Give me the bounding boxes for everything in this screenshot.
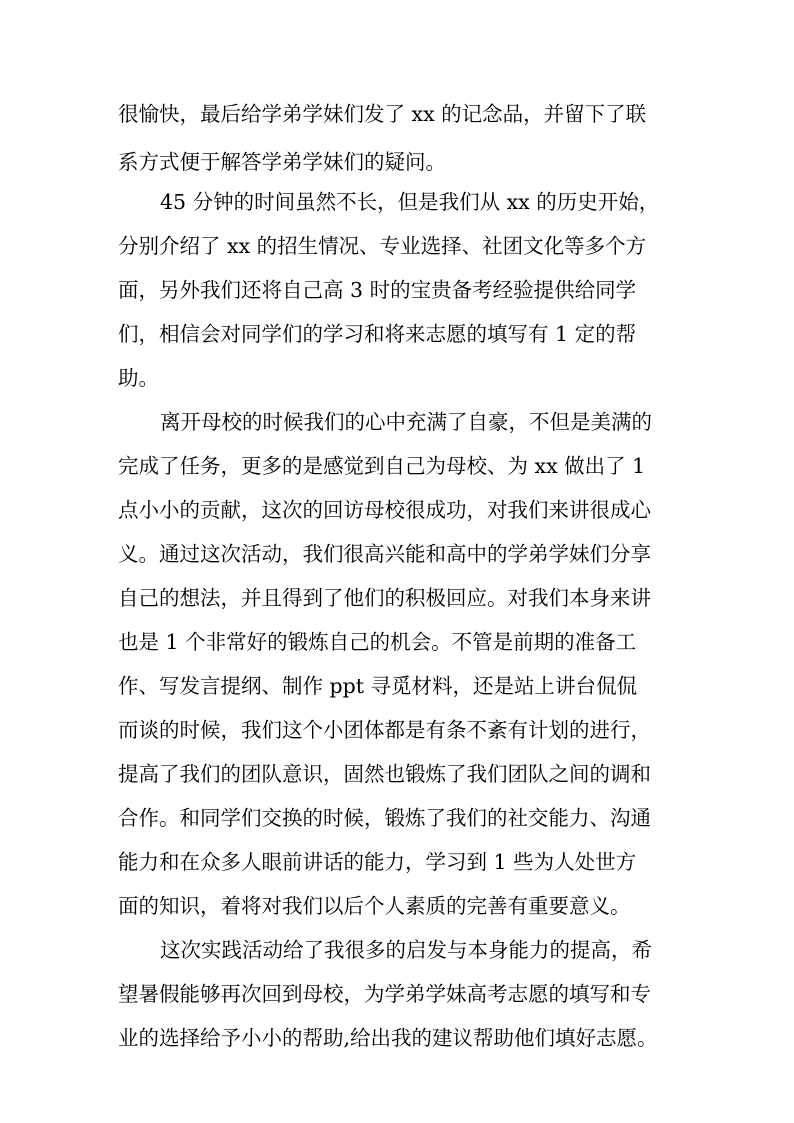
body-text-line: 很愉快，最后给学弟学妹们发了 xx 的记念品，并留下了联 (118, 102, 647, 126)
body-text-line: 分别介绍了 xx 的招生情况、专业选择、社团文化等多个方 (118, 234, 647, 258)
body-text-line: 自己的想法，并且得到了他们的积极回应。对我们本身来讲 (118, 586, 651, 610)
body-text-line: 业的选择给予小小的帮助,给出我的建议帮助他们填好志愿。 (118, 1026, 658, 1050)
body-text-line: 义。通过这次活动，我们很高兴能和高中的学弟学妹们分享 (118, 542, 651, 566)
body-text-line: 望暑假能够再次回到母校，为学弟学妹高考志愿的填写和专 (118, 982, 651, 1006)
body-text-line: 而谈的时候，我们这个小团体都是有条不紊有计划的进行， (118, 718, 651, 742)
body-text-line: 面的知识，着将对我们以后个人素质的完善有重要意义。 (118, 894, 631, 918)
body-text-line: 能力和在众多人眼前讲话的能力，学习到 1 些为人处世方 (118, 850, 637, 874)
body-text-line: 也是 1 个非常好的锻炼自己的机会。不管是前期的准备工 (118, 630, 637, 654)
body-text-line: 点小小的贡献，这次的回访母校很成功，对我们来讲很成心 (118, 498, 651, 522)
body-text-line: 合作。和同学们交换的时候，锻炼了我们的社交能力、沟通 (118, 806, 651, 830)
body-text-line: 提高了我们的团队意识，固然也锻炼了我们团队之间的调和 (118, 762, 651, 786)
body-text-line: 作、写发言提纲、制作 ppt 寻觅材料，还是站上讲台侃侃 (118, 674, 638, 698)
body-text-line: 助。 (118, 366, 159, 390)
body-text-line: 这次实践活动给了我很多的启发与本身能力的提高，希 (160, 938, 652, 962)
body-text-line: 完成了任务，更多的是感觉到自己为母校、为 xx 做出了 1 (118, 454, 646, 478)
body-text-line: 们，相信会对同学们的学习和将来志愿的填写有 1 定的帮 (118, 322, 637, 346)
body-text-line: 面，另外我们还将自己高 3 时的宝贵备考经验提供给同学 (118, 278, 637, 302)
body-text-line: 离开母校的时候我们的心中充满了自豪，不但是美满的 (160, 410, 652, 434)
body-text-line: 45 分钟的时间虽然不长，但是我们从 xx 的历史开始， (160, 190, 660, 214)
body-text-line: 系方式便于解答学弟学妹们的疑问。 (118, 150, 446, 174)
